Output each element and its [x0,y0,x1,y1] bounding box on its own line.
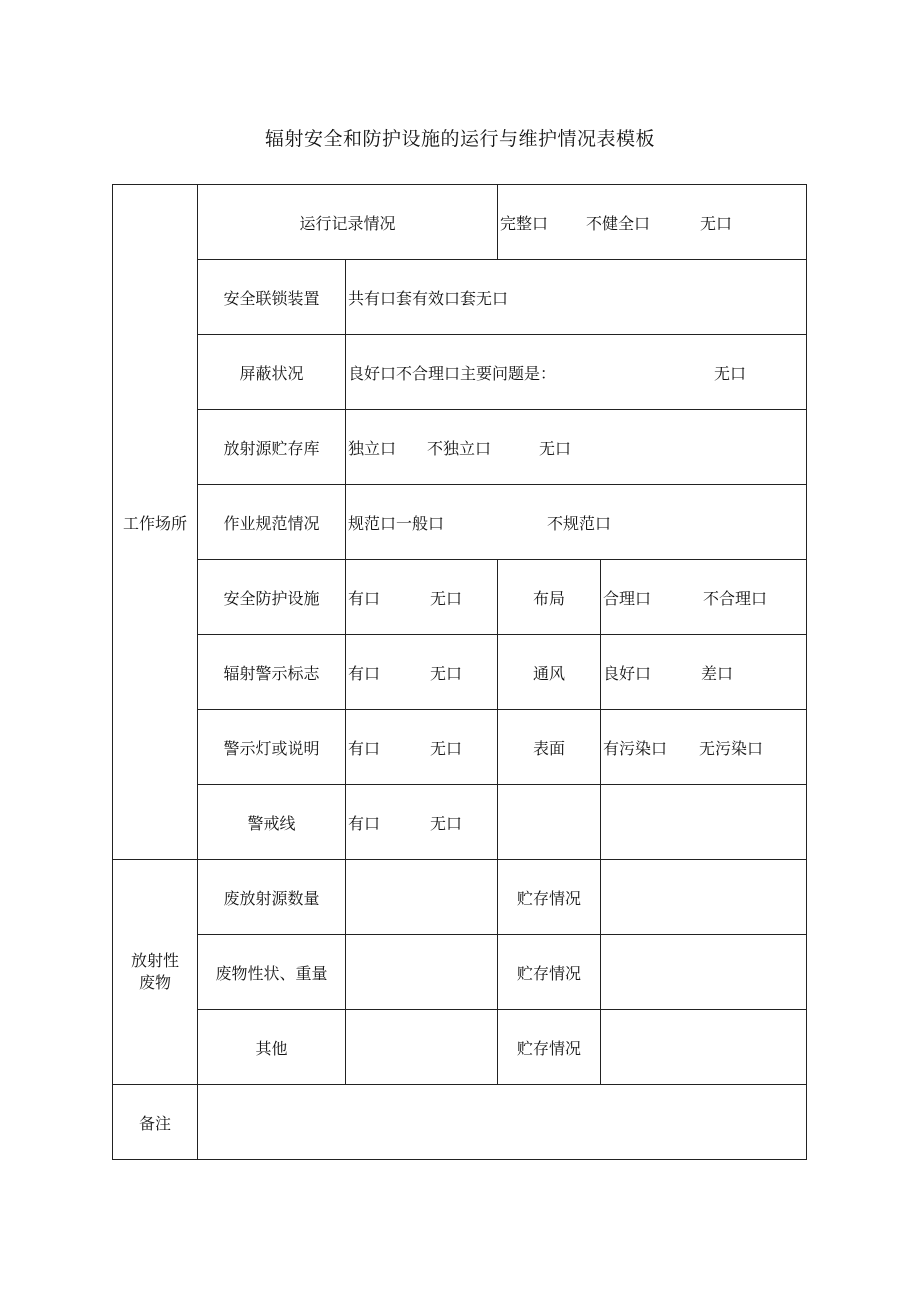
row-label-2: 贮存情况 [498,1010,601,1085]
row-source-storage [113,410,807,485]
row-label: 辐射警示标志 [198,635,346,710]
row-label-2: 布局 [498,560,601,635]
checkbox-option[interactable]: 无口 [430,738,463,758]
document-title: 辐射安全和防护设施的运行与维护情况表模板 [264,128,655,150]
row-label: 安全防护设施 [198,560,346,635]
row-label-2: 通风 [498,635,601,710]
option-cell [346,785,498,860]
row-waste-source-count [113,860,807,935]
row-label-2: 贮存情况 [498,860,601,935]
checkbox-option[interactable]: 无口 [700,213,733,233]
row-label-2: 表面 [498,710,601,785]
empty-cell[interactable] [601,785,807,860]
section-workplace-label: 工作场所 [113,185,198,860]
checkbox-option[interactable]: 差口 [701,663,734,683]
checkbox-option[interactable]: 无污染口 [699,738,764,758]
remarks-label: 备注 [113,1085,198,1160]
option-cell [601,635,807,710]
input-cell[interactable] [346,860,498,935]
checkbox-option[interactable]: 不规范口 [547,513,612,533]
checkbox-option[interactable]: 无口 [714,363,747,383]
option-cell [346,560,498,635]
row-safety-interlock [113,260,807,335]
checkbox-option[interactable]: 不健全口 [586,213,651,233]
checkbox-option[interactable]: 有口 [348,813,381,833]
row-work-standard [113,485,807,560]
checkbox-option[interactable]: 合理口 [603,588,652,608]
option-cell [346,635,498,710]
row-operation-record [113,185,807,260]
option-cell [601,710,807,785]
row-label: 运行记录情况 [198,185,498,260]
row-label-2: 贮存情况 [498,935,601,1010]
row-protection-facility [113,560,807,635]
input-cell[interactable] [601,1010,807,1085]
checkbox-option[interactable]: 有口 [348,588,381,608]
value-cell [346,335,807,410]
row-waste-property [113,935,807,1010]
row-warning-sign [113,635,807,710]
input-cell[interactable] [346,1010,498,1085]
row-label: 作业规范情况 [198,485,346,560]
row-warning-light [113,710,807,785]
remarks-input-cell[interactable] [198,1085,807,1160]
maintenance-form-table [112,184,807,1160]
checkbox-option[interactable]: 不合理口 [703,588,768,608]
row-label: 放射源贮存库 [198,410,346,485]
checkbox-option[interactable]: 无口 [430,663,463,683]
row-label: 废放射源数量 [198,860,346,935]
option-cell [346,485,807,560]
checkbox-option[interactable]: 有污染口 [603,738,668,758]
row-label: 屏蔽状况 [198,335,346,410]
option-cell [346,710,498,785]
row-remarks [113,1085,807,1160]
checkbox-option[interactable]: 不独立口 [427,438,492,458]
row-label: 废物性状、重量 [198,935,346,1010]
value-cell[interactable]: 共有口套有效口套无口 [346,260,807,335]
row-waste-other [113,1010,807,1085]
option-cell [498,185,807,260]
checkbox-option[interactable]: 规范口一般口 [348,513,445,533]
row-cordon-line [113,785,807,860]
checkbox-option[interactable]: 独立口 [348,438,397,458]
checkbox-option[interactable]: 良好口 [603,663,652,683]
input-cell[interactable] [346,935,498,1010]
row-label: 警戒线 [198,785,346,860]
input-cell[interactable] [601,860,807,935]
checkbox-option[interactable]: 有口 [348,738,381,758]
checkbox-option[interactable]: 无口 [539,438,572,458]
checkbox-option[interactable]: 完整口 [500,213,549,233]
checkbox-option[interactable]: 有口 [348,663,381,683]
empty-cell[interactable] [498,785,601,860]
checkbox-option[interactable]: 无口 [430,813,463,833]
row-label: 警示灯或说明 [198,710,346,785]
input-cell[interactable] [601,935,807,1010]
option-cell [346,410,807,485]
row-label: 安全联锁装置 [198,260,346,335]
checkbox-option[interactable]: 良好口不合理口主要问题是： [348,363,557,383]
checkbox-option[interactable]: 无口 [430,588,463,608]
section-waste-label: 放射性废物 [113,860,198,1085]
row-shielding-status [113,335,807,410]
row-label: 其他 [198,1010,346,1085]
option-cell [601,560,807,635]
